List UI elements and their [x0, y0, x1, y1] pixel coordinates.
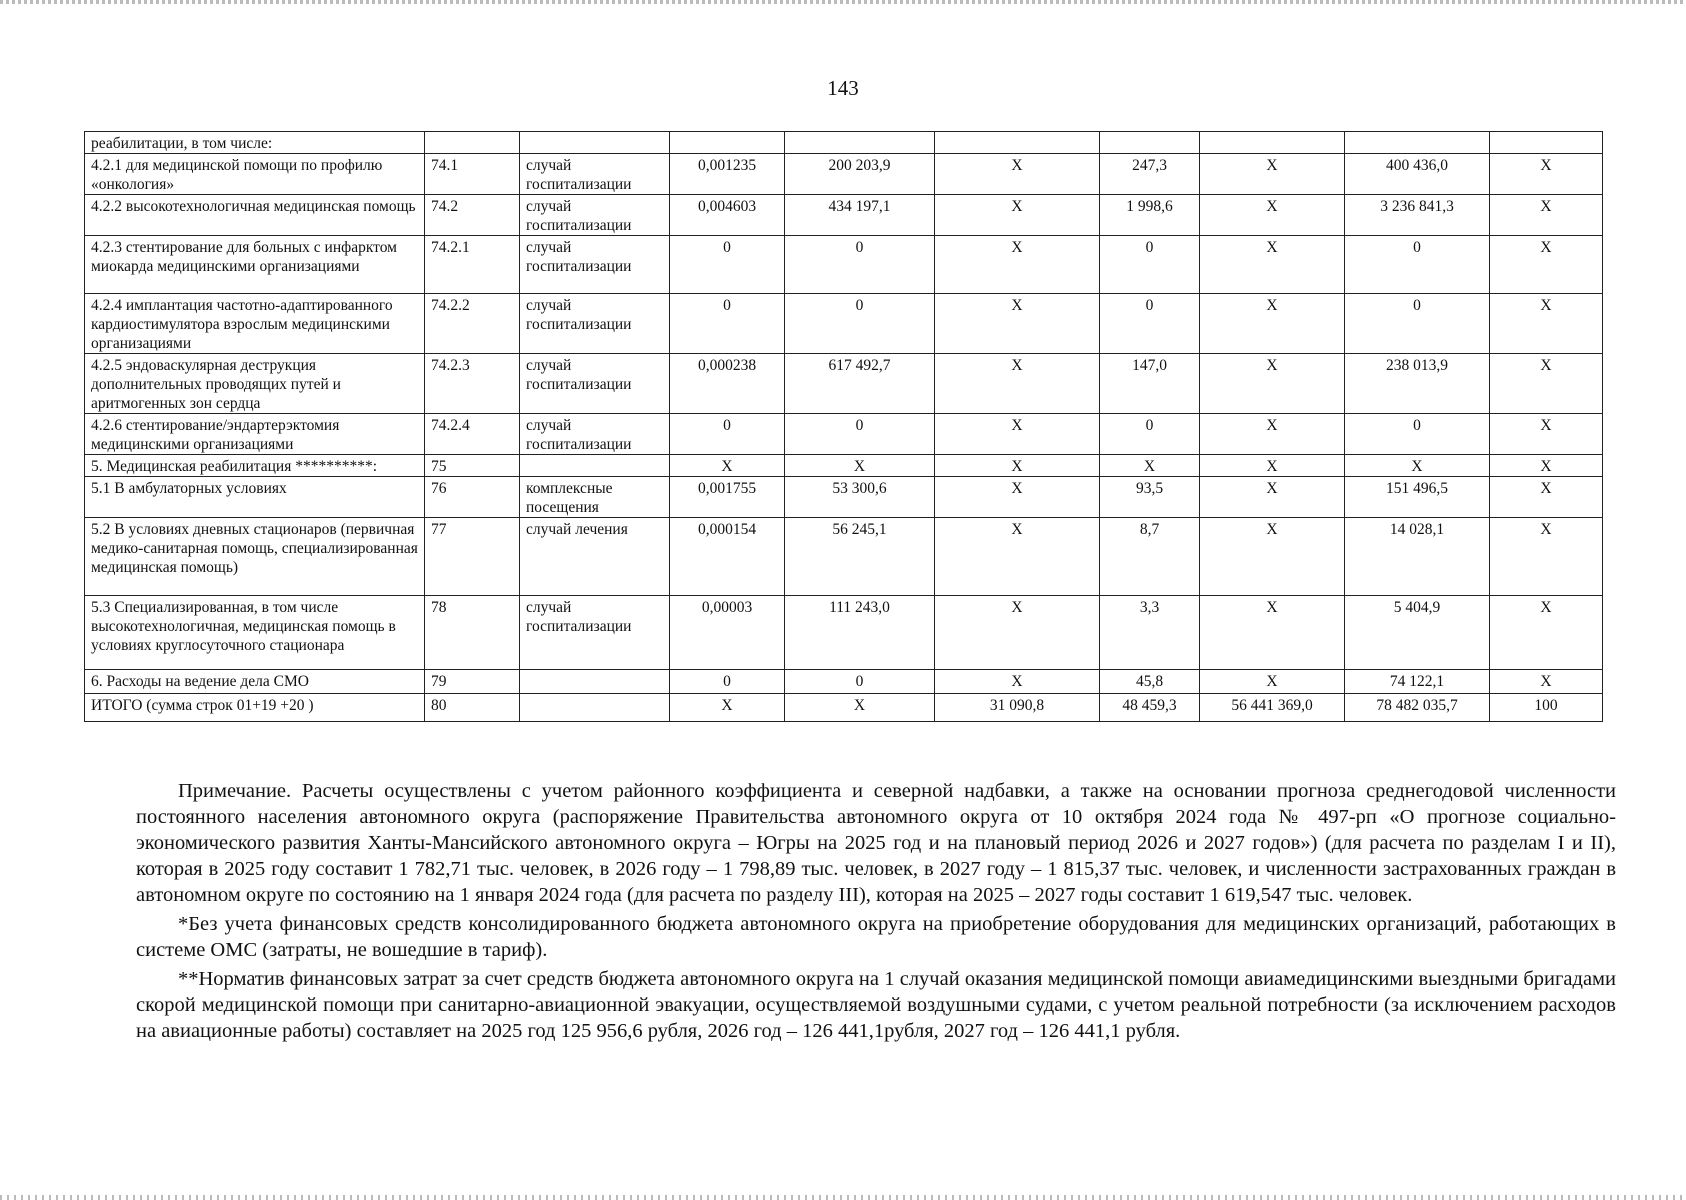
col-value-7: X	[1490, 354, 1603, 414]
row-code: 77	[425, 518, 520, 596]
row-unit: случай госпитализации	[520, 236, 670, 294]
row-label: реабилитации, в том числе:	[85, 132, 425, 154]
row-unit: случай госпитализации	[520, 294, 670, 354]
row-unit: случай госпитализации	[520, 414, 670, 455]
col-value-1: 0,000238	[670, 354, 785, 414]
col-value-5: X	[1200, 154, 1345, 195]
col-value-7: X	[1490, 518, 1603, 596]
row-label: 4.2.1 для медицинской помощи по профилю «онкология»	[85, 154, 425, 195]
table-row	[85, 154, 1603, 195]
note-footnote-2: **Норматив финансовых затрат за счет средств бюджета автономного округа на 1 случай оказания медицинской помощи авиамедицинскими выездными бригадами скорой медицинской помощи при санитарно-авиационной эвакуации, осуществляемой воздушными судами, с учетом реальной потребности (за исключением расходов на авиационные работы) составляет на 2025 год 125 956,6 рубля, 2026 год – 126 441,1рубля, 2027 год – 126 441,1 рубля.	[136, 968, 1616, 1042]
col-value-3: X	[935, 195, 1100, 236]
row-code	[425, 132, 520, 154]
col-value-1: 0	[670, 414, 785, 455]
col-value-5: X	[1200, 414, 1345, 455]
col-value-3: 31 090,8	[935, 694, 1100, 722]
col-value-6: X	[1345, 455, 1490, 477]
col-value-5: X	[1200, 670, 1345, 694]
col-value-1: 0,004603	[670, 195, 785, 236]
col-value-3: X	[935, 596, 1100, 670]
table-row	[85, 195, 1603, 236]
col-value-3: X	[935, 670, 1100, 694]
col-value-7: X	[1490, 670, 1603, 694]
col-value-2: 200 203,9	[785, 154, 935, 195]
table-row	[85, 294, 1603, 354]
row-code: 76	[425, 477, 520, 518]
col-value-6: 0	[1345, 414, 1490, 455]
col-value-3: X	[935, 518, 1100, 596]
col-value-2: X	[785, 455, 935, 477]
table-row	[85, 132, 1603, 154]
col-value-6: 0	[1345, 236, 1490, 294]
col-value-4: X	[1100, 455, 1200, 477]
col-value-3: X	[935, 294, 1100, 354]
col-value-4: 45,8	[1100, 670, 1200, 694]
row-label: 5. Медицинская реабилитация **********:	[85, 455, 425, 477]
row-unit	[520, 670, 670, 694]
col-value-4: 8,7	[1100, 518, 1200, 596]
row-code: 74.2.3	[425, 354, 520, 414]
col-value-3	[935, 132, 1100, 154]
row-code: 75	[425, 455, 520, 477]
col-value-7: X	[1490, 154, 1603, 195]
row-label: ИТОГО (сумма строк 01+19 +20 )	[85, 694, 425, 722]
col-value-7: X	[1490, 596, 1603, 670]
col-value-6: 238 013,9	[1345, 354, 1490, 414]
row-unit: случай госпитализации	[520, 354, 670, 414]
row-unit	[520, 455, 670, 477]
notes-section	[136, 778, 1616, 1047]
col-value-3: X	[935, 236, 1100, 294]
col-value-1: 0	[670, 236, 785, 294]
col-value-1: 0,00003	[670, 596, 785, 670]
col-value-2: 111 243,0	[785, 596, 935, 670]
col-value-7: 100	[1490, 694, 1603, 722]
col-value-1: 0	[670, 670, 785, 694]
col-value-6: 78 482 035,7	[1345, 694, 1490, 722]
col-value-7: X	[1490, 414, 1603, 455]
row-label: 4.2.6 стентирование/эндартерэктомия медицинскими организациями	[85, 414, 425, 455]
col-value-6: 3 236 841,3	[1345, 195, 1490, 236]
col-value-2: 53 300,6	[785, 477, 935, 518]
row-label: 5.3 Специализированная, в том числе высокотехнологичная, медицинская помощь в условиях круглосуточного стационара	[85, 596, 425, 670]
table-row	[85, 596, 1603, 670]
table-row	[85, 414, 1603, 455]
row-unit: случай лечения	[520, 518, 670, 596]
row-code: 74.2.4	[425, 414, 520, 455]
col-value-2: X	[785, 694, 935, 722]
col-value-5	[1200, 132, 1345, 154]
row-code: 74.2	[425, 195, 520, 236]
col-value-6: 74 122,1	[1345, 670, 1490, 694]
col-value-2: 56 245,1	[785, 518, 935, 596]
table-row	[85, 518, 1603, 596]
col-value-5: X	[1200, 236, 1345, 294]
scan-edge-bottom	[0, 1195, 1686, 1200]
row-unit: случай госпитализации	[520, 596, 670, 670]
table-row	[85, 477, 1603, 518]
col-value-4	[1100, 132, 1200, 154]
col-value-4: 3,3	[1100, 596, 1200, 670]
col-value-3: X	[935, 477, 1100, 518]
col-value-4: 0	[1100, 236, 1200, 294]
row-label: 4.2.2 высокотехнологичная медицинская помощь	[85, 195, 425, 236]
col-value-2: 0	[785, 670, 935, 694]
col-value-1: X	[670, 455, 785, 477]
col-value-1: 0,001235	[670, 154, 785, 195]
table-row	[85, 354, 1603, 414]
row-label: 6. Расходы на ведение дела СМО	[85, 670, 425, 694]
col-value-5: X	[1200, 195, 1345, 236]
col-value-7: X	[1490, 195, 1603, 236]
col-value-4: 1 998,6	[1100, 195, 1200, 236]
cost-table	[84, 131, 1603, 722]
col-value-2: 0	[785, 294, 935, 354]
row-label: 4.2.5 эндоваскулярная деструкция дополнительных проводящих путей и аритмогенных зон сердца	[85, 354, 425, 414]
row-label: 4.2.3 стентирование для больных с инфарктом миокарда медицинскими организациями	[85, 236, 425, 294]
col-value-6: 0	[1345, 294, 1490, 354]
col-value-6	[1345, 132, 1490, 154]
row-unit	[520, 132, 670, 154]
col-value-2: 0	[785, 414, 935, 455]
col-value-6: 14 028,1	[1345, 518, 1490, 596]
row-label: 4.2.4 имплантация частотно-адаптированного кардиостимулятора взрослым медицинскими организациями	[85, 294, 425, 354]
col-value-4: 0	[1100, 414, 1200, 455]
col-value-2: 434 197,1	[785, 195, 935, 236]
col-value-2	[785, 132, 935, 154]
row-code: 74.2.2	[425, 294, 520, 354]
col-value-5: 56 441 369,0	[1200, 694, 1345, 722]
col-value-6: 400 436,0	[1345, 154, 1490, 195]
table-row	[85, 455, 1603, 477]
col-value-1: 0,001755	[670, 477, 785, 518]
col-value-5: X	[1200, 455, 1345, 477]
col-value-2: 0	[785, 236, 935, 294]
col-value-5: X	[1200, 294, 1345, 354]
col-value-2: 617 492,7	[785, 354, 935, 414]
row-unit: случай госпитализации	[520, 195, 670, 236]
row-unit: случай госпитализации	[520, 154, 670, 195]
row-unit: комплексные посещения	[520, 477, 670, 518]
col-value-7: X	[1490, 477, 1603, 518]
col-value-5: X	[1200, 477, 1345, 518]
col-value-1: 0	[670, 294, 785, 354]
row-code: 74.1	[425, 154, 520, 195]
scan-edge-top	[0, 0, 1686, 4]
col-value-7: X	[1490, 294, 1603, 354]
table-body	[85, 132, 1603, 722]
table-row	[85, 670, 1603, 694]
row-code: 79	[425, 670, 520, 694]
row-label: 5.2 В условиях дневных стационаров (первичная медико-санитарная помощь, специализированная медицинская помощь)	[85, 518, 425, 596]
col-value-6: 151 496,5	[1345, 477, 1490, 518]
col-value-4: 93,5	[1100, 477, 1200, 518]
col-value-3: X	[935, 414, 1100, 455]
row-code: 78	[425, 596, 520, 670]
col-value-1: 0,000154	[670, 518, 785, 596]
row-code: 74.2.1	[425, 236, 520, 294]
col-value-4: 147,0	[1100, 354, 1200, 414]
row-code: 80	[425, 694, 520, 722]
col-value-4: 0	[1100, 294, 1200, 354]
col-value-5: X	[1200, 596, 1345, 670]
col-value-3: X	[935, 154, 1100, 195]
note-footnote-1: *Без учета финансовых средств консолидированного бюджета автономного округа на приобретение оборудования для медицинских организаций, работающих в системе ОМС (затраты, не вошедшие в тариф).	[136, 913, 1616, 961]
col-value-7	[1490, 132, 1603, 154]
table-row	[85, 694, 1603, 722]
col-value-1: X	[670, 694, 785, 722]
table-row	[85, 236, 1603, 294]
col-value-3: X	[935, 455, 1100, 477]
col-value-3: X	[935, 354, 1100, 414]
col-value-7: X	[1490, 455, 1603, 477]
col-value-6: 5 404,9	[1345, 596, 1490, 670]
note-main: Примечание. Расчеты осуществлены с учетом районного коэффициента и северной надбавки, а также на основании прогноза среднегодовой численности постоянного населения автономного округа (распоряжение Правительства автономного округа от 10 октября 2024 года № 497-рп «О прогнозе социально-экономического развития Ханты-Мансийского автономного округа – Югры на 2025 год и на плановый период 2026 и 2027 годов») (для расчета по разделам I и II), которая в 2025 году составит 1 782,71 тыс. человек, в 2026 году – 1 798,89 тыс. человек, в 2027 году – 1 815,37 тыс. человек, и численности застрахованных граждан в автономном округе по состоянию на 1 января 2024 года (для расчета по разделу III), которая на 2025 – 2027 годы составит 1 619,547 тыс. человек.	[136, 780, 1616, 906]
col-value-1	[670, 132, 785, 154]
col-value-5: X	[1200, 518, 1345, 596]
col-value-4: 247,3	[1100, 154, 1200, 195]
col-value-4: 48 459,3	[1100, 694, 1200, 722]
col-value-5: X	[1200, 354, 1345, 414]
row-label: 5.1 В амбулаторных условиях	[85, 477, 425, 518]
col-value-7: X	[1490, 236, 1603, 294]
page-number: 143	[827, 76, 859, 100]
row-unit	[520, 694, 670, 722]
